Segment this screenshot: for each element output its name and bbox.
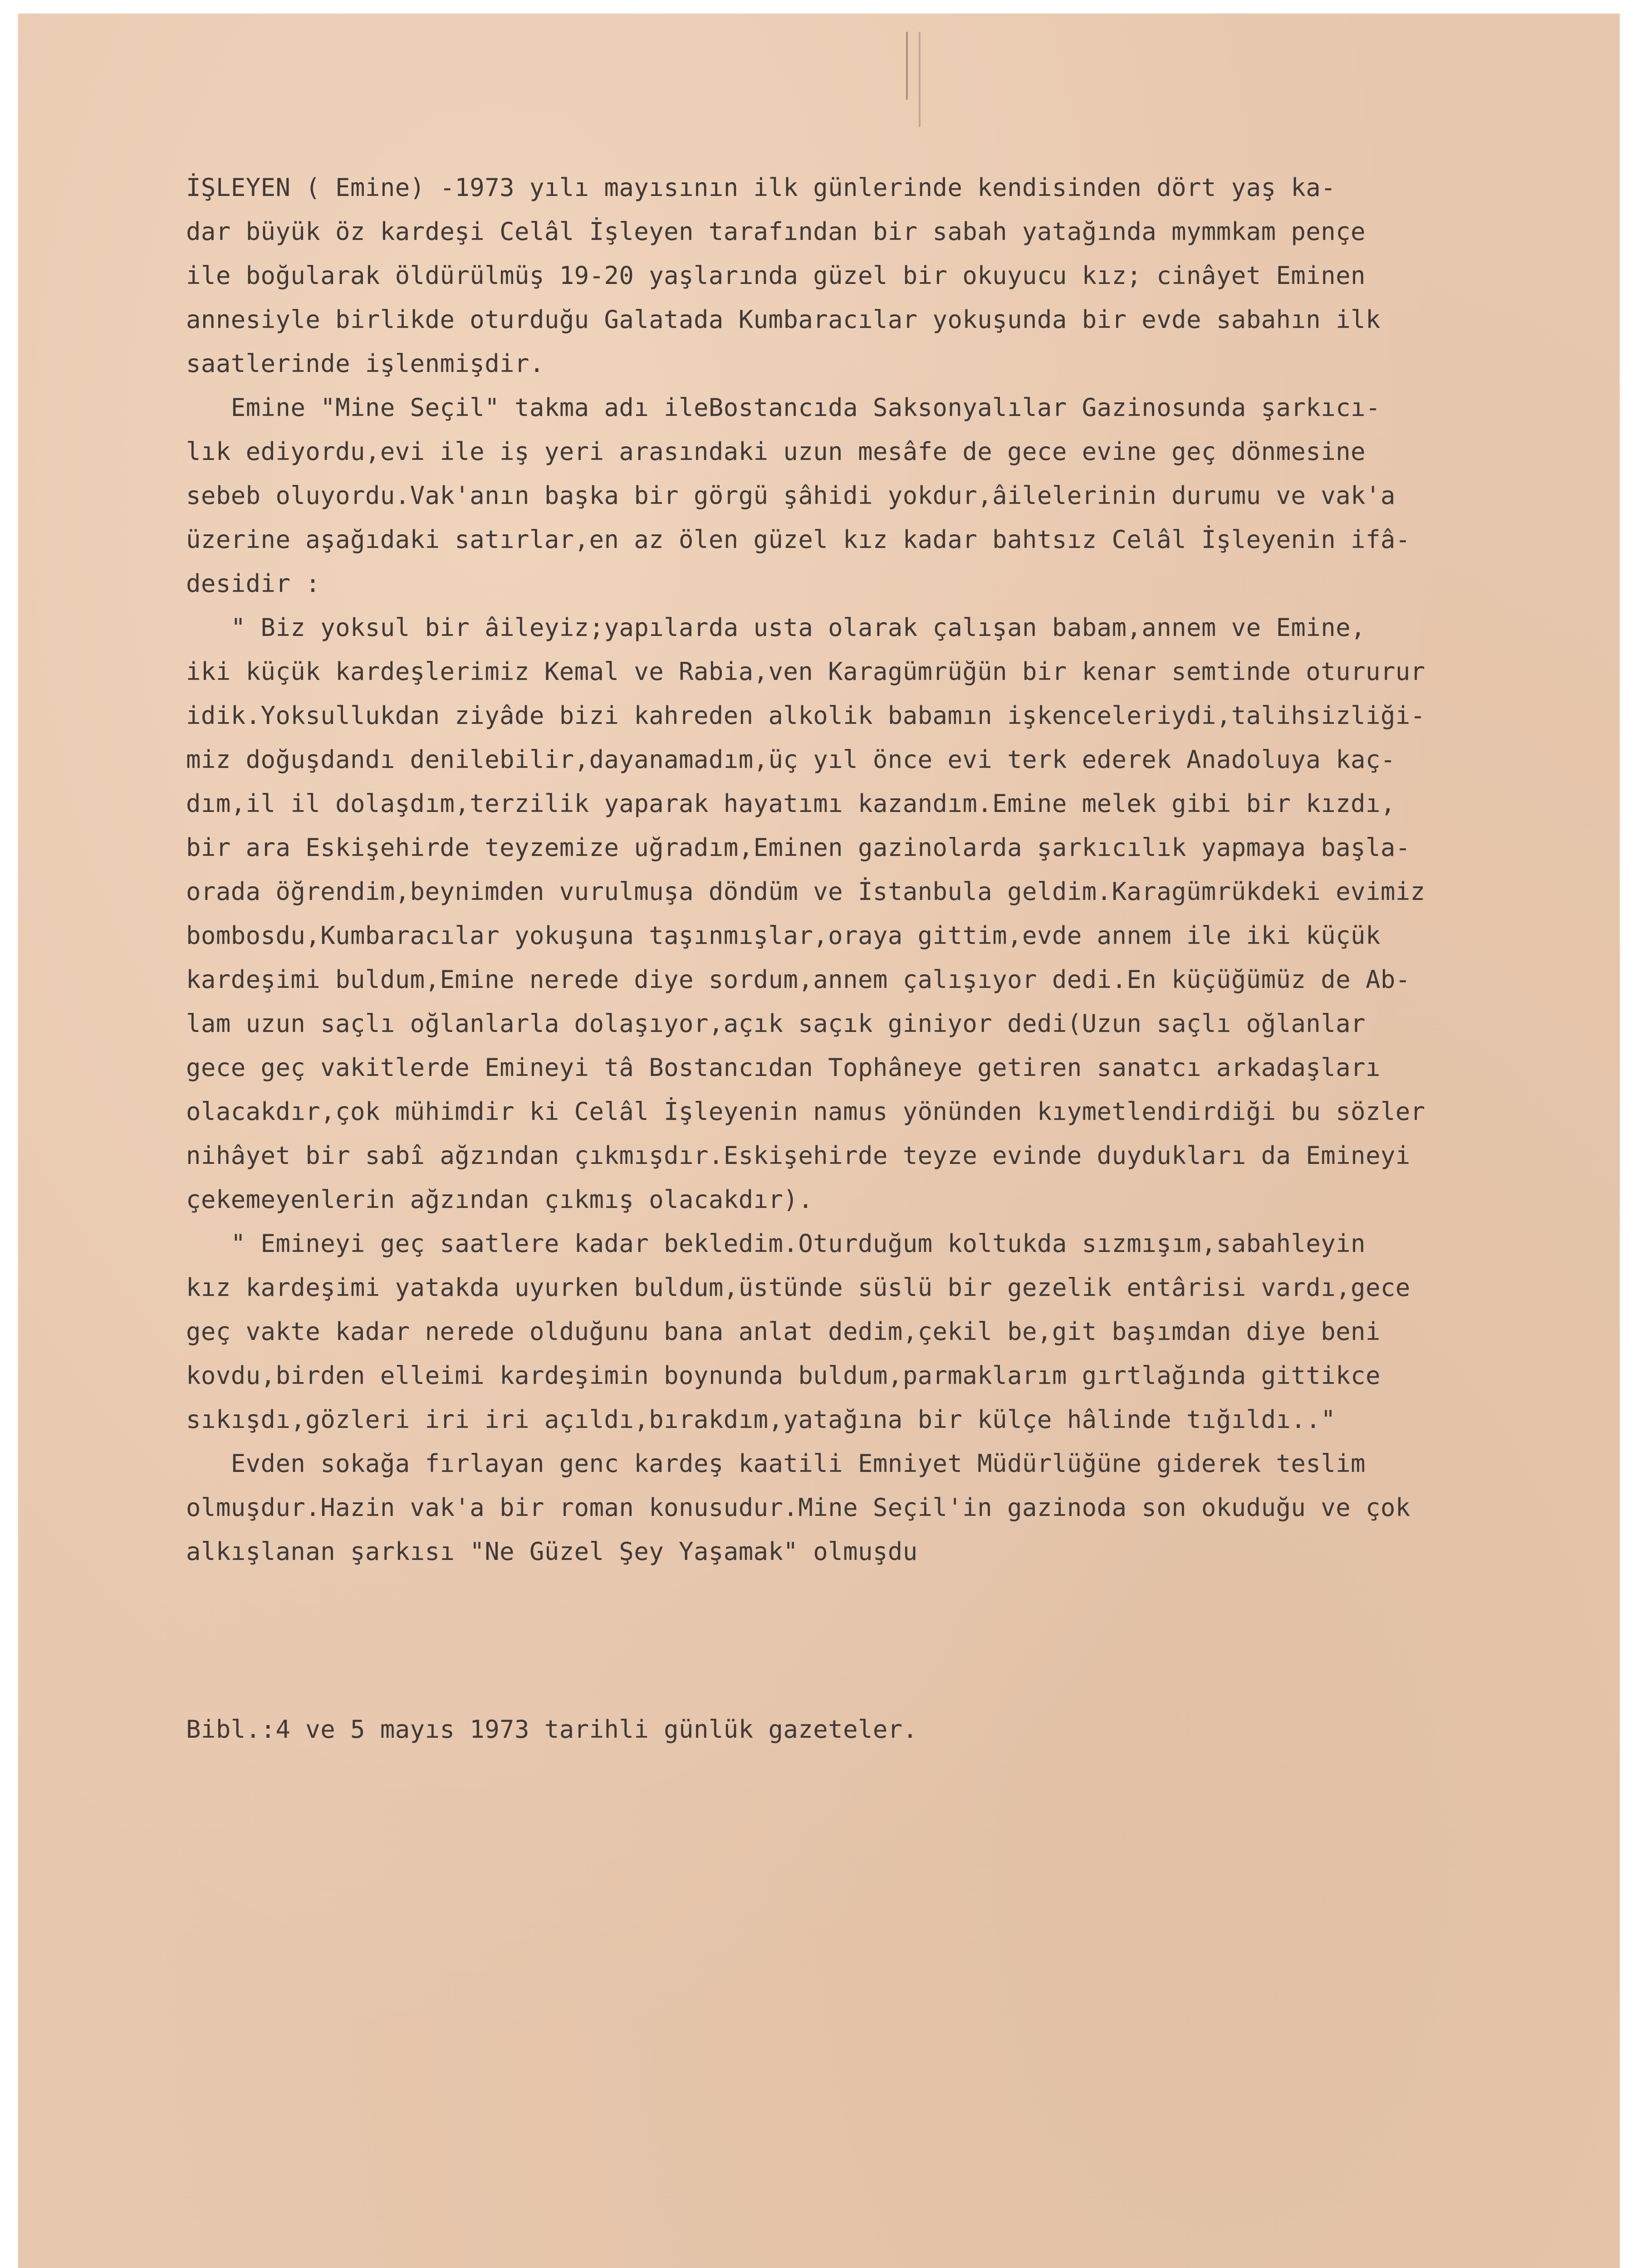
spacer — [186, 1574, 1620, 1707]
paper-sheet — [18, 14, 1620, 2268]
text-line: desidir : — [186, 569, 321, 598]
text-line: miz doğuşdandı denilebilir,dayanamadım,üç yıl önce evi terk ederek Anadoluya kaç- — [186, 745, 1396, 774]
text-line: nihâyet bir sabî ağzından çıkmışdır.Eskişehirde teyze evinde duydukları da Emineyi — [186, 1141, 1411, 1170]
text-line: " Emineyi geç saatlere kadar bekledim.Oturduğum koltukda sızmışım,sabahleyin — [186, 1229, 1366, 1258]
text-line: idik.Yoksullukdan ziyâde bizi kahreden alkolik babamın işkenceleriydi,talihsizliği- — [186, 701, 1425, 730]
text-line: kovdu,birden elleimi kardeşimin boynunda buldum,parmaklarım gırtlağında gittikce — [186, 1361, 1381, 1390]
text-line: alkışlanan şarkısı "Ne Güzel Şey Yaşamak" olmuşdu — [186, 1537, 918, 1566]
text-line: Evden sokağa fırlayan genc kardeş kaatili Emniyet Müdürlüğüne giderek teslim — [186, 1449, 1366, 1478]
text-line: kız kardeşimi yatakda uyurken buldum,üstünde süslü bir gezelik entârisi vardı,gece — [186, 1273, 1411, 1302]
text-line: ile boğularak öldürülmüş 19-20 yaşlarında güzel bir okuyucu kız; cinâyet Eminen — [186, 261, 1366, 290]
text-line: lam uzun saçlı oğlanlarla dolaşıyor,açık saçık giniyor dedi(Uzun saçlı oğlanlar — [186, 1009, 1366, 1038]
text-line: dar büyük öz kardeşi Celâl İşleyen tarafından bir sabah yatağında mymmkam pençe — [186, 217, 1366, 246]
fold-mark — [906, 32, 908, 100]
text-line: geç vakte kadar nerede olduğunu bana anlat dedim,çekil be,git başımdan diye beni — [186, 1317, 1381, 1346]
text-line: olacakdır,çok mühimdir ki Celâl İşleyenin namus yönünden kıymetlendirdiği bu sözler — [186, 1097, 1425, 1126]
text-line: kardeşimi buldum,Emine nerede diye sordum,annem çalışıyor dedi.En küçüğümüz de Ab- — [186, 965, 1411, 994]
text-line: dım,il il dolaşdım,terzilik yaparak hayatımı kazandım.Emine melek gibi bir kızdı, — [186, 789, 1396, 818]
text-line: annesiyle birlikde oturduğu Galatada Kumbaracılar yokuşunda bir evde sabahın ilk — [186, 305, 1381, 334]
text-line: İŞLEYEN ( Emine) -1973 yılı mayısının ilk günlerinde kendisinden dört yaş ka- — [186, 173, 1336, 202]
text-line: " Biz yoksul bir âileyiz;yapılarda usta olarak çalışan babam,annem ve Emine, — [186, 613, 1366, 642]
text-line: lık ediyordu,evi ile iş yeri arasındaki uzun mesâfe de gece evine geç dönmesine — [186, 437, 1366, 466]
text-line: saatlerinde işlenmişdir. — [186, 349, 544, 378]
text-line: bir ara Eskişehirde teyzemize uğradım,Eminen gazinolarda şarkıcılık yapmaya başla- — [186, 833, 1411, 862]
fold-mark — [919, 32, 921, 127]
text-line: sıkışdı,gözleri iri iri açıldı,bırakdım,yatağına bir külçe hâlinde tığıldı.." — [186, 1405, 1336, 1434]
text-line: olmuşdur.Hazin vak'a bir roman konusudur.Mine Seçil'in gazinoda son okuduğu ve çok — [186, 1493, 1411, 1522]
text-line: gece geç vakitlerde Emineyi tâ Bostancıdan Tophâneye getiren sanatcı arkadaşları — [186, 1053, 1381, 1082]
bibliography-line: Bibl.:4 ve 5 mayıs 1973 tarihli günlük gazeteler. — [186, 1715, 918, 1744]
text-line: Emine "Mine Seçil" takma adı ileBostancıda Saksonyalılar Gazinosunda şarkıcı- — [186, 393, 1381, 422]
text-line: çekemeyenlerin ağzından çıkmış olacakdır). — [186, 1185, 813, 1214]
text-line: bombosdu,Kumbaracılar yokuşuna taşınmışlar,oraya gittim,evde annem ile iki küçük — [186, 921, 1381, 950]
text-line: iki küçük kardeşlerimiz Kemal ve Rabia,ven Karagümrüğün bir kenar semtinde otururur — [186, 657, 1425, 686]
text-line: üzerine aşağıdaki satırlar,en az ölen güzel kız kadar bahtsız Celâl İşleyenin ifâ- — [186, 525, 1411, 554]
text-line: orada öğrendim,beynimden vurulmuşa döndüm ve İstanbula geldim.Karagümrükdeki evimiz — [186, 877, 1425, 906]
text-line: sebeb oluyordu.Vak'anın başka bir görgü şâhidi yokdur,âilelerinin durumu ve vak'a — [186, 481, 1396, 510]
typewritten-body — [186, 166, 1620, 1751]
